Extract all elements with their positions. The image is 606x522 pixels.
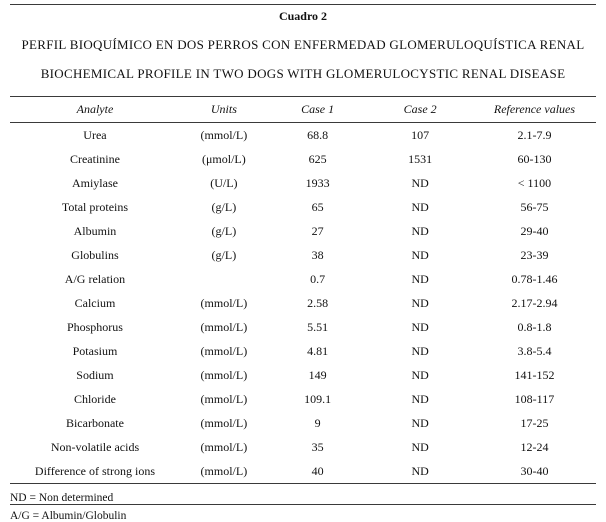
footnotes <box>10 492 596 522</box>
value-cell: 12-24 <box>520 439 549 454</box>
value-cell: 29-40 <box>520 223 549 238</box>
table-row <box>10 339 596 363</box>
value-cell: 149 <box>308 367 327 382</box>
value-cell: 625 <box>308 151 327 166</box>
value-cell: 141-152 <box>514 367 555 382</box>
analyte-cell: Creatinine <box>69 151 120 166</box>
value-cell: (mmol/L) <box>200 127 248 142</box>
value-cell: 38 <box>311 247 324 262</box>
table-row <box>10 147 596 171</box>
table-row <box>10 291 596 315</box>
value-cell: ND <box>411 319 429 334</box>
analyte-cell: Amiylase <box>71 175 118 190</box>
value-cell: (mmol/L) <box>200 391 248 406</box>
analyte-cell: Non-volatile acids <box>50 439 140 454</box>
value-cell: ND <box>367 459 472 484</box>
value-cell: 4.81 <box>307 343 329 358</box>
table-row <box>10 195 596 219</box>
table-row <box>10 435 596 459</box>
value-cell: 0.8-1.8 <box>517 319 552 334</box>
bottom-rule <box>10 504 596 505</box>
table-title-spanish: PERFIL BIOQUÍMICO EN DOS PERROS CON ENFERMEDAD GLOMERULOQUÍSTICA RENAL <box>21 37 585 52</box>
table-header-row <box>10 97 596 123</box>
column-header: Analyte <box>10 97 180 123</box>
table-header <box>10 97 596 123</box>
footnote-nd: ND = Non determined <box>10 492 114 504</box>
value-cell: (mmol/L) <box>200 367 248 382</box>
value-cell: ND <box>411 175 429 190</box>
value-cell: ND <box>411 343 429 358</box>
value-cell: 0.7 <box>310 271 326 286</box>
column-header: Case 2 <box>367 97 472 123</box>
value-cell: 65 <box>311 199 324 214</box>
table-title-english: BIOCHEMICAL PROFILE IN TWO DOGS WITH GLOMERULOCYSTIC RENAL DISEASE <box>40 66 566 81</box>
column-header: Case 1 <box>268 97 368 123</box>
value-cell: (mmol/L) <box>200 319 248 334</box>
value-cell: ND <box>411 223 429 238</box>
value-cell: 3.8-5.4 <box>517 343 552 358</box>
column-header: Reference values <box>473 97 596 123</box>
value-cell: 68.8 <box>307 127 329 142</box>
value-cell: (U/L) <box>210 175 238 190</box>
value-cell: 0.78-1.46 <box>511 271 558 286</box>
value-cell: (mmol/L) <box>200 295 248 310</box>
column-header: Units <box>180 97 268 123</box>
value-cell: 5.51 <box>307 319 329 334</box>
value-cell: 30-40 <box>473 459 596 484</box>
value-cell: (μmol/L) <box>202 151 246 166</box>
analyte-cell: Phosphorus <box>66 319 123 334</box>
value-cell: 107 <box>411 127 430 142</box>
value-cell: 60-130 <box>517 151 552 166</box>
table-row <box>10 123 596 148</box>
value-cell: 2.1-7.9 <box>517 127 552 142</box>
analyte-cell: Chloride <box>73 391 116 406</box>
table-body <box>10 123 596 484</box>
value-cell: 9 <box>314 415 321 430</box>
value-cell: ND <box>411 367 429 382</box>
value-cell: (mmol/L) <box>200 439 248 454</box>
value-cell: 35 <box>311 439 324 454</box>
table-row <box>10 171 596 195</box>
value-cell: (mmol/L) <box>200 415 248 430</box>
value-cell: 17-25 <box>520 415 549 430</box>
table-number: Cuadro 2 <box>278 9 328 23</box>
value-cell: ND <box>411 295 429 310</box>
value-cell: ND <box>411 391 429 406</box>
table-row <box>10 411 596 435</box>
value-cell: ND <box>411 439 429 454</box>
analyte-cell: Globulins <box>71 247 119 262</box>
value-cell: 2.17-2.94 <box>511 295 558 310</box>
value-cell: 109.1 <box>304 391 332 406</box>
value-cell: (g/L) <box>211 223 237 238</box>
value-cell: 2.58 <box>307 295 329 310</box>
value-cell: 56-75 <box>520 199 549 214</box>
table-row <box>10 363 596 387</box>
value-cell: (g/L) <box>211 247 237 262</box>
value-cell: 40 <box>268 459 368 484</box>
value-cell: (g/L) <box>211 199 237 214</box>
value-cell: 27 <box>311 223 324 238</box>
value-cell: (mmol/L) <box>180 459 268 484</box>
table-row <box>10 387 596 411</box>
analyte-cell: Sodium <box>76 367 114 382</box>
analyte-cell: Potasium <box>72 343 118 358</box>
analyte-cell: Total proteins <box>61 199 129 214</box>
value-cell: ND <box>411 199 429 214</box>
footnote-ag: A/G = Albumin/Globulin <box>10 510 127 522</box>
table-row <box>10 315 596 339</box>
value-cell: 108-117 <box>514 391 555 406</box>
value-cell: ND <box>411 247 429 262</box>
value-cell: (mmol/L) <box>200 343 248 358</box>
analyte-cell: A/G relation <box>64 271 126 286</box>
table-row <box>10 219 596 243</box>
value-cell: 23-39 <box>520 247 549 262</box>
top-rule <box>10 4 596 5</box>
table-row <box>10 267 596 291</box>
analyte-cell: Difference of strong ions <box>10 459 180 484</box>
analyte-cell: Urea <box>83 127 107 142</box>
value-cell: 1933 <box>305 175 330 190</box>
table-row <box>10 459 596 484</box>
analyte-cell: Calcium <box>74 295 116 310</box>
value-cell <box>180 267 268 291</box>
value-cell: < 1100 <box>517 175 552 190</box>
biochemical-profile-table <box>10 96 596 484</box>
table-row <box>10 243 596 267</box>
value-cell: 1531 <box>408 151 433 166</box>
value-cell: ND <box>411 415 429 430</box>
analyte-cell: Albumin <box>73 223 117 238</box>
analyte-cell: Bicarbonate <box>65 415 124 430</box>
value-cell: ND <box>411 271 429 286</box>
